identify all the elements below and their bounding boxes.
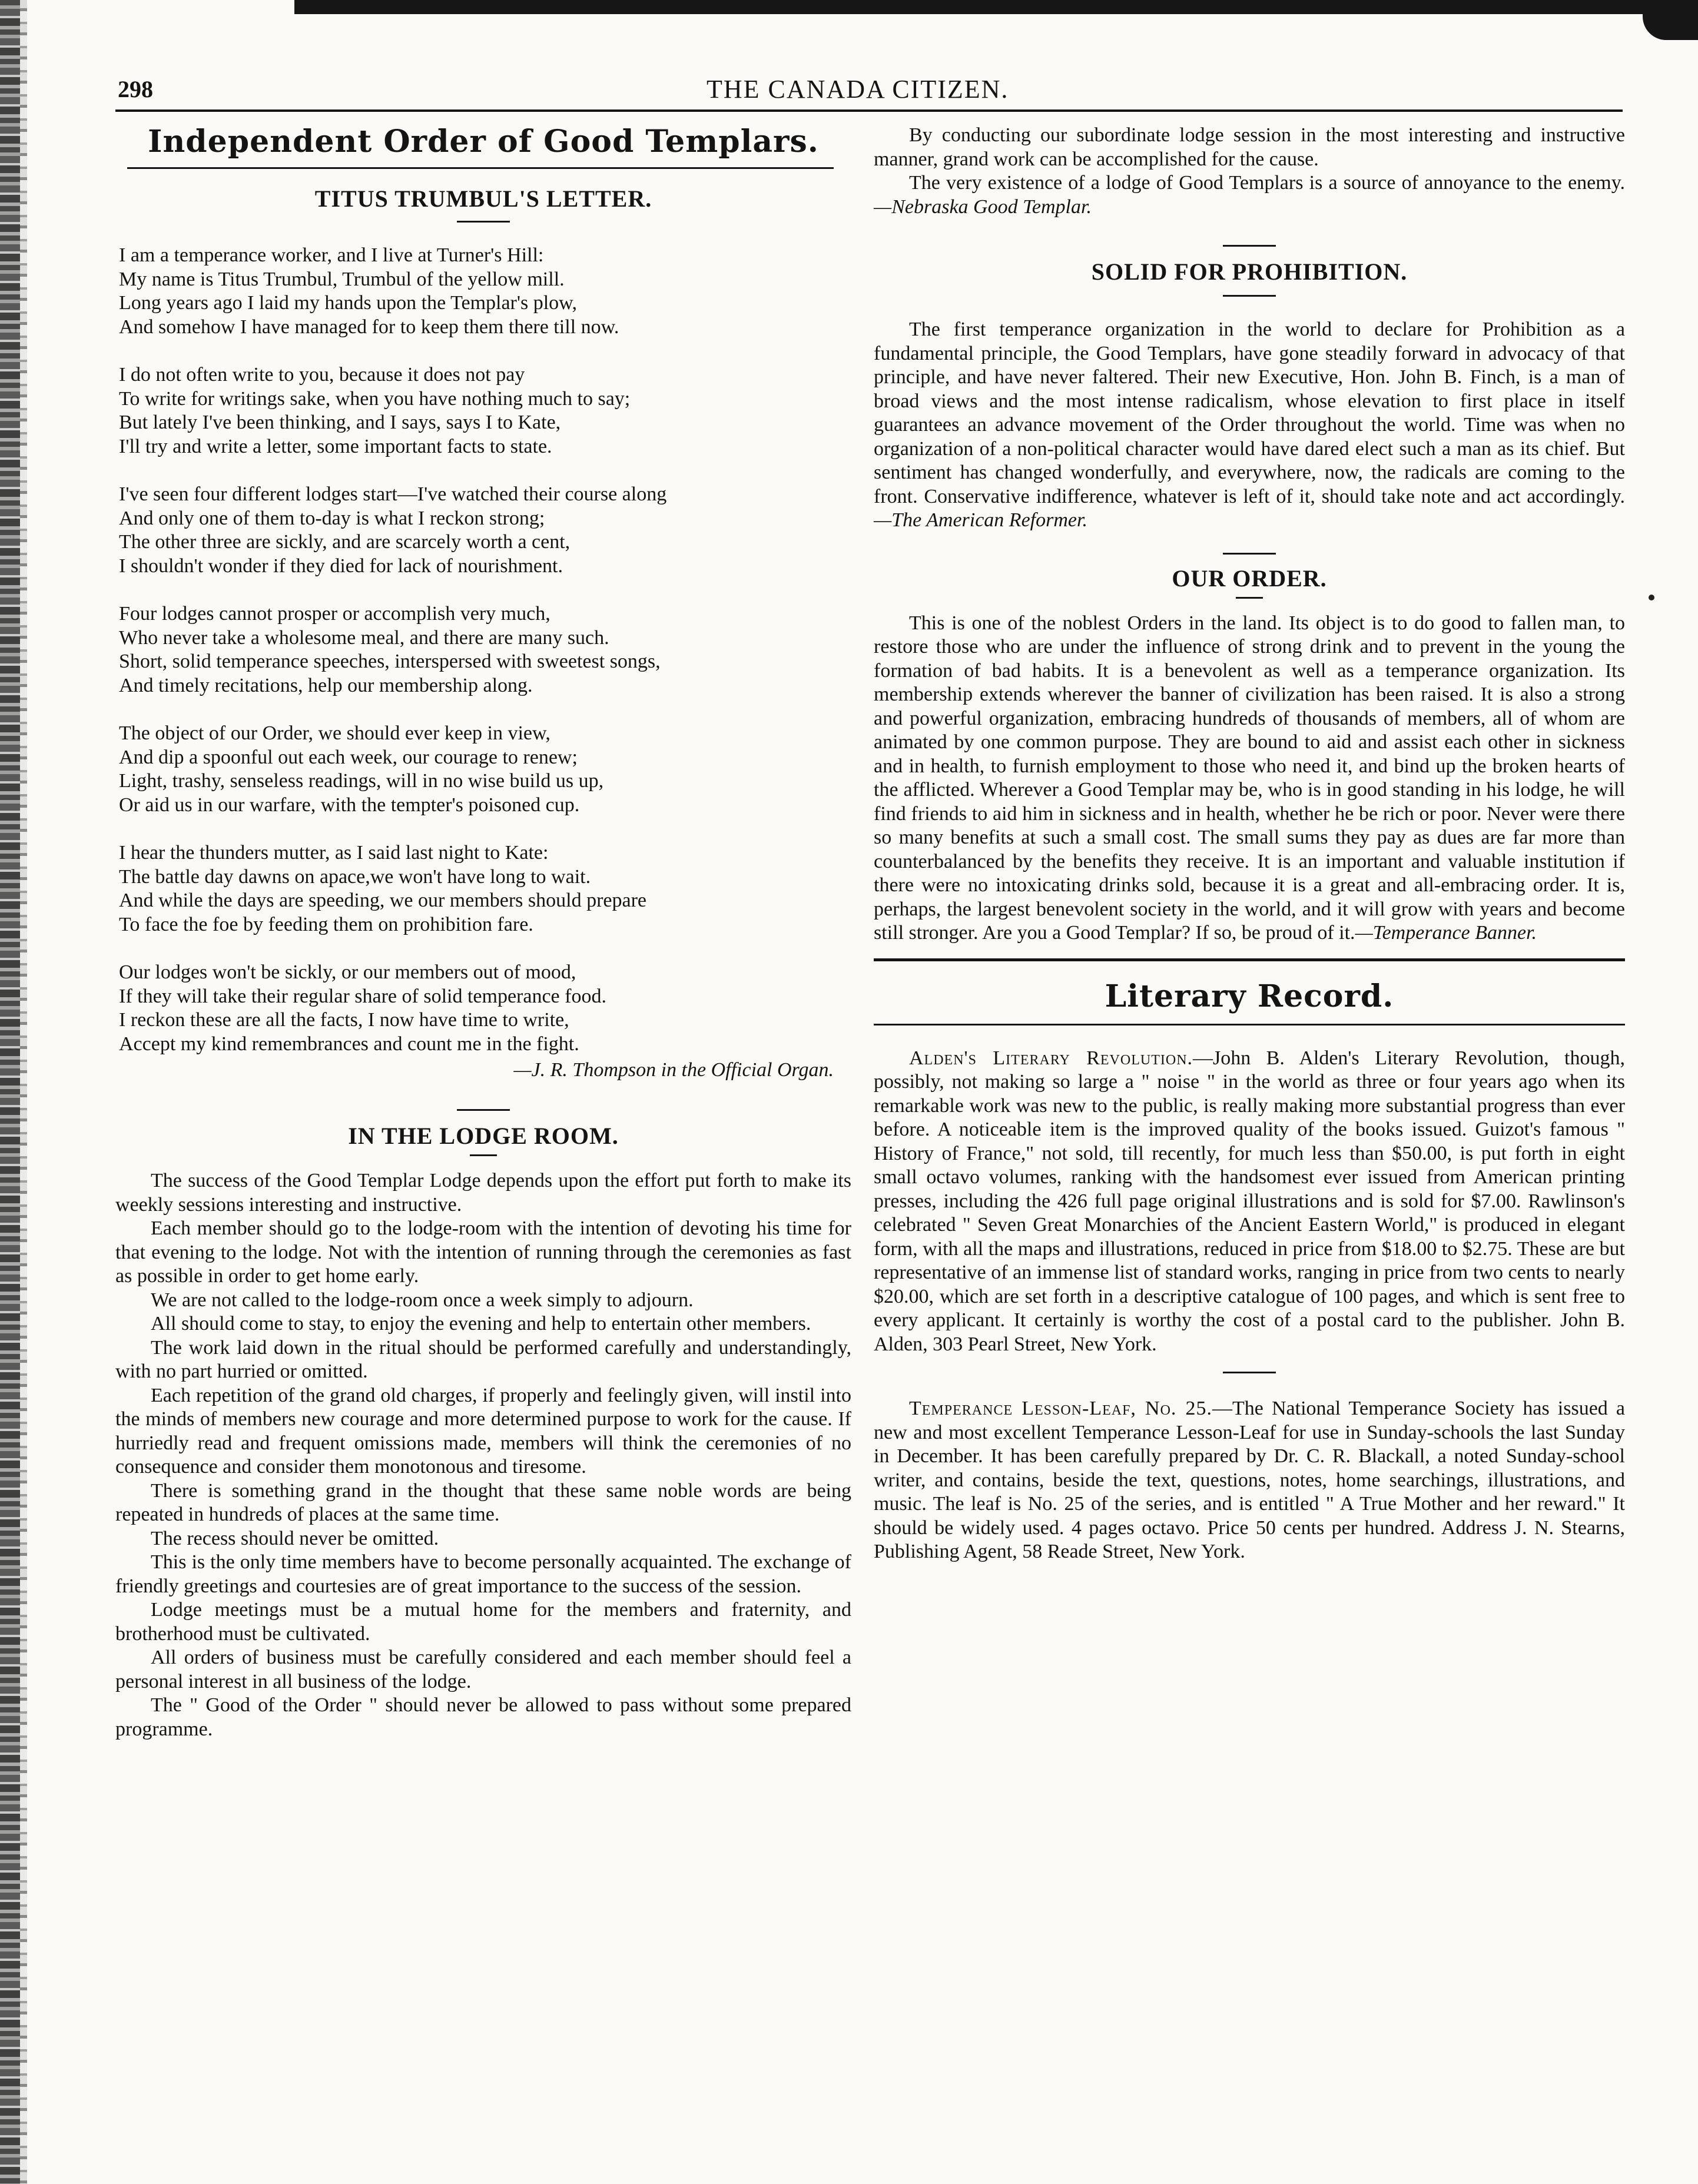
paragraph: The first temperance organization in the world to declare for Prohibition as a fundamental principle, the Good Templars, have gone steadily forward in advocacy of that principle, and have never faltered. Their new Executive, Hon. John B. Finch, is a man of broad views and the most intense radicalism, whose elevation to first place in itself guarantees an advance movement of the Order throughout the world. Time was when no organization of a non-political character would have dared elect such a man as its chief. But sentiment has changed wonderfully, and everywhere, now, the radicals are coming to the front. Conservative indifference, whatever is left of it, should take note and act accordingly.—The American Reformer. bbox=[874, 318, 1625, 531]
poem-line: I do not often write to you, because it does not pay bbox=[119, 364, 525, 386]
paragraph: This is one of the noblest Orders in the land. Its object is to do good to fallen man, to restore those who are under the influence of strong drink and to prevent in the young the formation of bad habits. It is a benevolent as well as a temperance organization. Its membership extends wherever the banner of civilization has been raised. It is also a strong and powerful organization, embracing hundreds of thousands of members, all of whom are animated by one common purpose. They are bound to aid and assist each other in sickness and in health, to furnish employment to those who need it, and bind up the broken hearts of the afflicted. Wherever a Good Templar may be, who is in good standing in his lodge, he will find friends to aid him in sickness and in health, whether he be rich or poor. Never were there so many benefits at such a small cost. The small sums they pay as dues are far more than counterbalanced by the benefits they receive. It is an important and valuable institution if there were no intoxicating drinks sold, because it is a great and all-embracing order. It is, perhaps, the largest benevolent society in the world, and it will grow with years and become still stronger. Are you a Good Templar? If so, be proud of it.—Temperance Banner. bbox=[874, 612, 1625, 944]
section-rule bbox=[1223, 245, 1276, 247]
section-rule bbox=[1223, 553, 1276, 555]
scan-spine-edge bbox=[0, 0, 20, 2184]
poem-stanza bbox=[119, 722, 851, 817]
poem-stanza bbox=[119, 841, 851, 937]
our-order-text bbox=[874, 612, 1625, 945]
scan-corner-mark bbox=[1643, 13, 1698, 40]
title-rule bbox=[457, 221, 510, 223]
poem-stanza bbox=[119, 961, 851, 1056]
source-credit: —Nebraska Good Templar. bbox=[874, 195, 1092, 218]
department-rule-bottom bbox=[874, 1024, 1625, 1025]
scan-top-edge bbox=[294, 0, 1698, 14]
paragraph: We are not called to the lodge-room once a week simply to adjourn. bbox=[151, 1289, 694, 1311]
paragraph: There is something grand in the thought that these same noble words are being repeated in hundreds of places at the same time. bbox=[115, 1479, 851, 1525]
poem-line: But lately I've been thinking, and I says, says I to Kate, bbox=[119, 411, 561, 433]
solid-for-prohibition-text bbox=[874, 318, 1625, 533]
department-title-literary-record: Literary Record. bbox=[1105, 978, 1394, 1014]
left-column bbox=[115, 124, 851, 1741]
poem-line: My name is Titus Trumbul, Trumbul of the yellow mill. bbox=[119, 268, 565, 290]
poem-line: To write for writings sake, when you have nothing much to say; bbox=[119, 387, 631, 410]
poem bbox=[115, 244, 851, 1056]
poem-line: I'll try and write a letter, some important facts to state. bbox=[119, 435, 552, 457]
paragraph: Each repetition of the grand old charges, if properly and feelingly given, will instil into the minds of members new courage and more determined purpose to work for the cause. If hurriedly read and frequent omissions made, members will think the ceremonies of no consequence and consider them monotonous and tiresome. bbox=[115, 1384, 851, 1478]
poem-line: And dip a spoonful out each week, our courage to renew; bbox=[119, 746, 578, 768]
poem-line: And somehow I have managed for to keep them there till now. bbox=[119, 316, 619, 338]
department-rule-top bbox=[874, 958, 1625, 961]
paragraph: The very existence of a lodge of Good Templars is a source of annoyance to the enemy.—Nebraska Good Templar. bbox=[874, 172, 1625, 218]
department-title-good-templars: Independent Order of Good Templars. bbox=[148, 124, 819, 160]
paragraph: The " Good of the Order " should never be allowed to pass without some prepared programme. bbox=[115, 1694, 851, 1740]
literary-record-items bbox=[874, 1047, 1625, 1564]
poem-line: I hear the thunders mutter, as I said last night to Kate: bbox=[119, 842, 549, 864]
poem-line: Who never take a wholesome meal, and there are many such. bbox=[119, 626, 609, 649]
paragraph: All orders of business must be carefully considered and each member should feel a personal interest in all business of the lodge. bbox=[115, 1647, 851, 1692]
poem-line: I shouldn't wonder if they died for lack of nourishment. bbox=[119, 555, 563, 577]
poem-line: Short, solid temperance speeches, interspersed with sweetest songs, bbox=[119, 650, 661, 672]
poem-line: Four lodges cannot prosper or accomplish very much, bbox=[119, 603, 550, 625]
source-credit: —The American Reformer. bbox=[874, 509, 1087, 531]
article-title-solid-for-prohibition: SOLID FOR PROHIBITION. bbox=[1091, 258, 1408, 285]
title-rule bbox=[1223, 295, 1276, 297]
paragraph: By conducting our subordinate lodge session in the most interesting and instructive manner, grand work can be accomplished for the cause. bbox=[874, 124, 1625, 170]
page-number: 298 bbox=[118, 76, 153, 102]
poem-stanza bbox=[119, 602, 851, 698]
article-title-titus: TITUS TRUMBUL'S LETTER. bbox=[314, 185, 652, 212]
poem-line: And while the days are speeding, we our members should prepare bbox=[119, 889, 647, 911]
paragraph: Each member should go to the lodge-room with the intention of devoting his time for that evening to the lodge. Not with the intention of running through the ceremonies as fast as possible in order to get home early. bbox=[115, 1217, 851, 1287]
right-column bbox=[874, 124, 1625, 1564]
poem-line: The other three are sickly, and are scarcely worth a cent, bbox=[119, 531, 571, 553]
literary-item-aldens: Alden's Literary Revolution.—John B. Alden's Literary Revolution, though, possibly, not making so large a " noise " in the world as three or four years ago when its remarkable work was new to the public, is really making more substantial progress than ever before. A noticeable item is the improved quality of the books issued. Guizot's famous " History of France," not sold, till recently, for much less than $50.00, is put forth in eight small octavo volumes, ranking with the handsomest ever issued from American printing presses, including the 426 full page original illustrations and is sold for $7.00. Rawlinson's celebrated " Seven Great Monarchies of the Ancient Eastern World," is produced in elegant form, with all the maps and illustrations, reduced in price from $18.00 to $2.75. These are but representative of an immense list of standard works, ranging in price from two cents to nearly $20.00, which are set forth in a descriptive catalogue of 100 pages, and which is sent free to every applicant. It certainly is worthy the cost of a postal card to the publisher. John B. Alden, 303 Pearl Street, New York. bbox=[874, 1047, 1625, 1355]
poem-line: Light, trashy, senseless readings, will in no wise build us up, bbox=[119, 770, 604, 792]
poem-line: I've seen four different lodges start—I've watched their course along bbox=[119, 483, 667, 505]
article-title-our-order: OUR ORDER. bbox=[1172, 565, 1327, 592]
poem-stanza bbox=[119, 483, 851, 578]
paragraph: The work laid down in the ritual should be performed carefully and understandingly, with no part hurried or omitted. bbox=[115, 1336, 851, 1382]
section-rule bbox=[457, 1109, 510, 1111]
title-rule bbox=[1236, 597, 1263, 599]
poem-line: The object of our Order, we should ever keep in view, bbox=[119, 722, 550, 744]
paragraph: The recess should never be omitted. bbox=[151, 1527, 439, 1549]
paragraph: Lodge meetings must be a mutual home for the members and fraternity, and brotherhood must be cultivated. bbox=[115, 1599, 851, 1645]
continuation-text bbox=[874, 124, 1625, 219]
poem-line: I am a temperance worker, and I live at Turner's Hill: bbox=[119, 244, 544, 266]
lodge-room-text bbox=[115, 1169, 851, 1741]
literary-item-lesson-leaf: Temperance Lesson-Leaf, No. 25.—The National Temperance Society has issued a new and most excellent Temperance Lesson-Leaf for use in Sunday-schools the last Sunday in December. It has been carefully prepared by Dr. C. R. Blackall, a noted Sunday-school writer, and contains, beside the text, questions, notes, home searchings, illustrations, and music. The leaf is No. 25 of the series, and is entitled " A True Mother and her reward." It should be widely used. 4 pages octavo. Price 50 cents per hundred. Address J. N. Stearns, Publishing Agent, 58 Reade Street, New York. bbox=[874, 1398, 1625, 1562]
poem-line: And timely recitations, help our membership along. bbox=[119, 674, 533, 696]
article-title-lodge-room: IN THE LODGE ROOM. bbox=[348, 1123, 619, 1149]
poem-line: I reckon these are all the facts, I now have time to write, bbox=[119, 1009, 569, 1031]
poem-line: And only one of them to-day is what I reckon strong; bbox=[119, 507, 545, 529]
paragraph: The success of the Good Templar Lodge depends upon the effort put forth to make its weekly sessions interesting and instructive. bbox=[115, 1170, 851, 1216]
poem-line: To face the foe by feeding them on prohibition fare. bbox=[119, 913, 533, 935]
source-credit: —Temperance Banner. bbox=[1355, 922, 1537, 944]
running-title: THE CANADA CITIZEN. bbox=[707, 75, 1009, 104]
scan-speck bbox=[1649, 595, 1654, 600]
poem-line: Our lodges won't be sickly, or our members out of mood, bbox=[119, 961, 576, 983]
paragraph: This is the only time members have to become personally acquainted. The exchange of friendly greetings and courtesies are of great importance to the success of the session. bbox=[115, 1551, 851, 1597]
poem-stanza bbox=[119, 363, 851, 459]
poem-line: Or aid us in our warfare, with the tempter's poisoned cup. bbox=[119, 794, 580, 816]
poem-attribution: —J. R. Thompson in the Official Organ. bbox=[513, 1059, 834, 1081]
poem-stanza bbox=[119, 244, 851, 339]
header-rule bbox=[115, 109, 1623, 112]
poem-line: If they will take their regular share of solid temperance food. bbox=[119, 985, 606, 1007]
paragraph: All should come to stay, to enjoy the evening and help to entertain other members. bbox=[151, 1313, 811, 1335]
scan-spine-shadow bbox=[20, 0, 27, 2184]
item-rule bbox=[1223, 1372, 1276, 1373]
department-rule bbox=[127, 167, 834, 169]
poem-line: Long years ago I laid my hands upon the Templar's plow, bbox=[119, 292, 578, 314]
poem-line: The battle day dawns on apace,we won't have long to wait. bbox=[119, 865, 591, 888]
title-rule bbox=[470, 1154, 497, 1156]
poem-line: Accept my kind remembrances and count me in the fight. bbox=[119, 1033, 579, 1055]
